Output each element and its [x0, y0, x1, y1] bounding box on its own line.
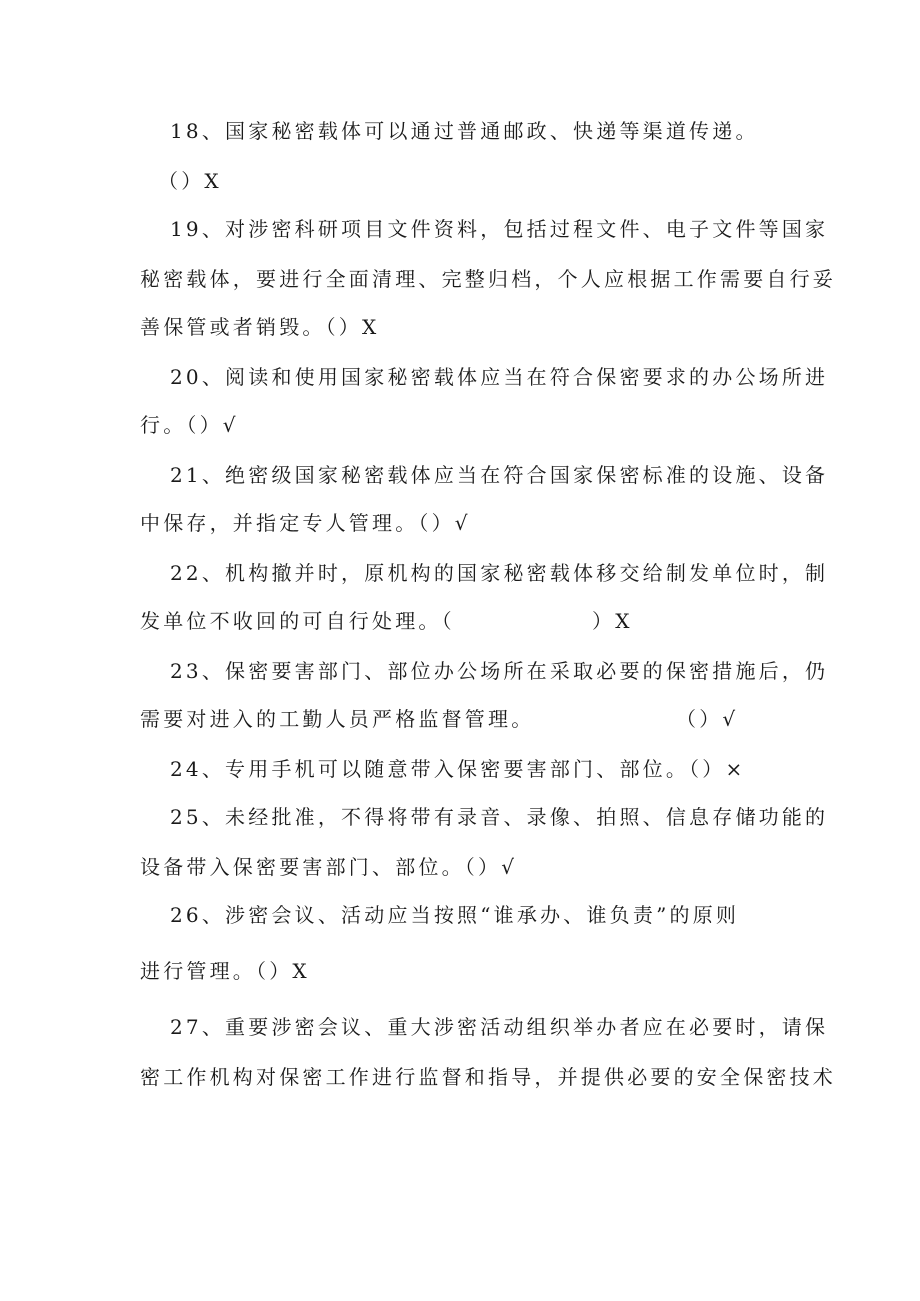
item-23-line-2: 需要对进入的工勤人员严格监督管理。 — [140, 707, 535, 731]
item-23-answer: （）√ — [676, 707, 739, 731]
item-20-line-1: 20、阅读和使用国家秘密载体应当在符合保密要求的办公场所进 — [170, 365, 829, 389]
item-27-line-1: 27、重要涉密会议、重大涉密活动组织举办者应在必要时，请保 — [170, 1015, 829, 1039]
item-25-line-2: 设备带入保密要害部门、部位。（）√ — [140, 855, 518, 879]
item-27-line-2: 密工作机构对保密工作进行监督和指导，并提供必要的安全保密技术 — [140, 1065, 836, 1089]
item-21-line-2: 中保存，并指定专人管理。（）√ — [140, 511, 471, 535]
item-22-line-1: 22、机构撤并时，原机构的国家秘密载体移交给制发单位时，制 — [170, 561, 829, 585]
item-19-line-1: 19、对涉密科研项目文件资料，包括过程文件、电子文件等国家 — [170, 217, 829, 241]
item-19-line-3: 善保管或者销毁。（）X — [140, 315, 380, 339]
item-26-line-2: 进行管理。（）X — [140, 959, 310, 983]
item-22-answer: ）X — [592, 609, 633, 633]
item-19-line-2: 秘密载体，要进行全面清理、完整归档，个人应根据工作需要自行妥 — [140, 267, 836, 291]
item-26-line-1: 26、涉密会议、活动应当按照“谁承办、谁负责”的原则 — [170, 903, 740, 927]
item-21-line-1: 21、绝密级国家秘密载体应当在符合国家保密标准的设施、设备 — [170, 463, 829, 487]
item-25-line-1: 25、未经批准，不得将带有录音、录像、拍照、信息存储功能的 — [170, 805, 829, 829]
item-18-answer: （）X — [158, 169, 222, 193]
item-22-line-2: 发单位不收回的可自行处理。（ — [140, 609, 455, 633]
item-24-line-1: 24、专用手机可以随意带入保密要害部门、部位。（）× — [170, 757, 746, 781]
item-20-line-2: 行。（）√ — [140, 413, 239, 437]
item-18-line-1: 18、国家秘密载体可以通过普通邮政、快递等渠道传递。 — [170, 119, 759, 143]
item-23-line-1: 23、保密要害部门、部位办公场所在采取必要的保密措施后，仍 — [170, 659, 829, 683]
